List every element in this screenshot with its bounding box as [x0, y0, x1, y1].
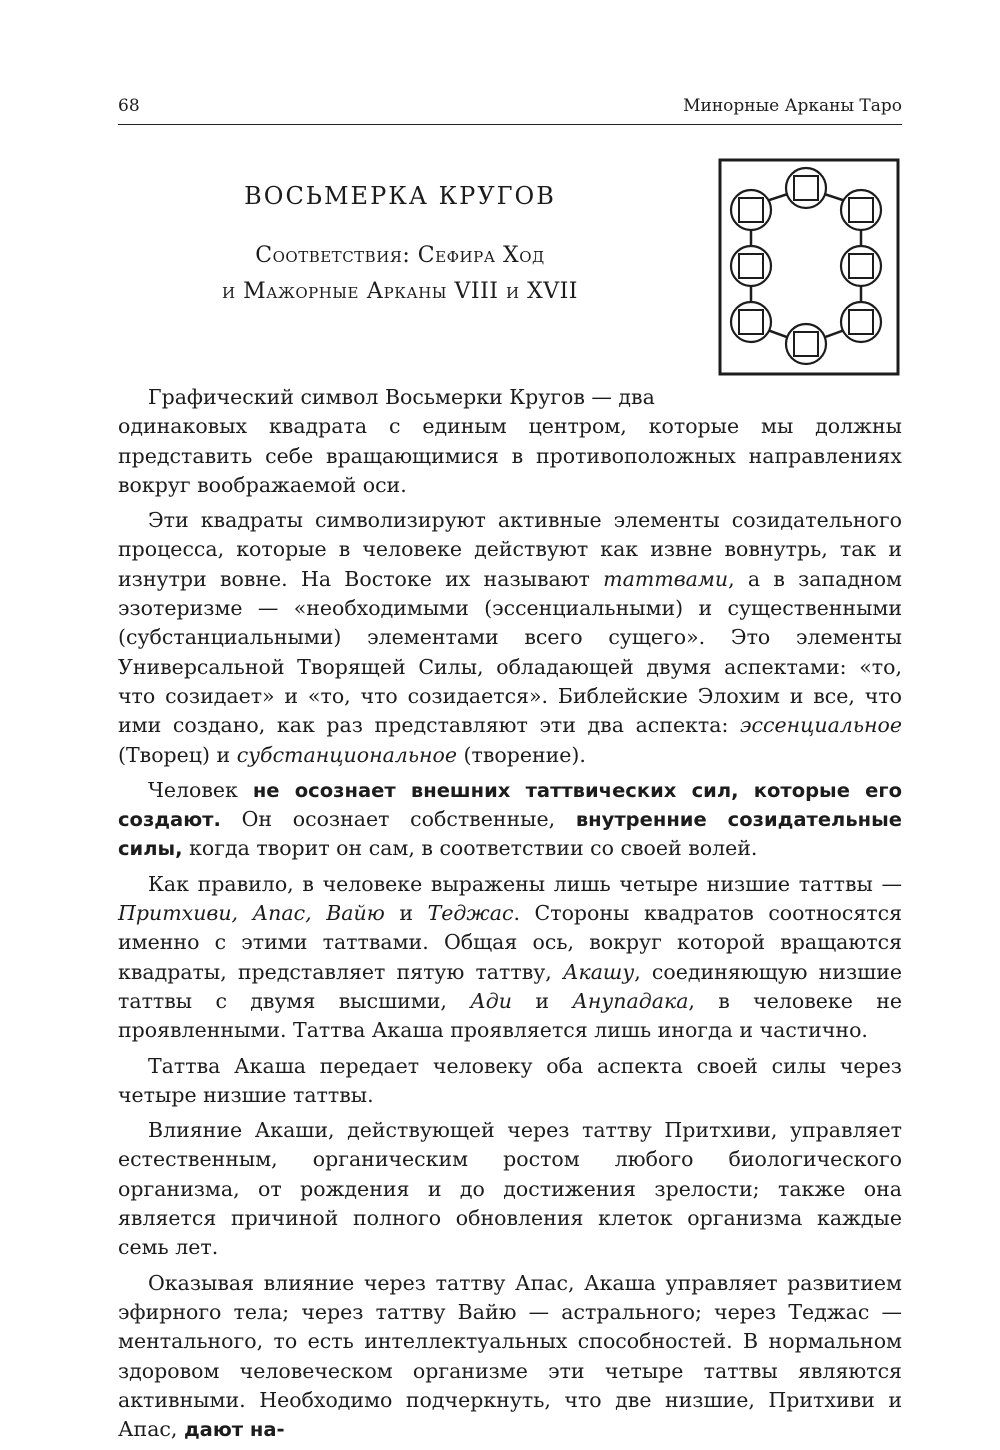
running-title: Минорные Арканы Таро — [683, 96, 902, 116]
paragraph-5: Таттва Акаша передает человеку оба аспекта своей силы через четыре низшие таттвы. — [118, 1053, 902, 1107]
paragraph-4: Как правило, в человеке выражены лишь четыре низшие таттвы — Притхиви, Апас, Вайю и Теджас. Стороны квадратов соотносятся именно с этими таттвами. Общая ось, вокруг которой вращаются квадраты, представляет пятую таттву, Акашу, соединяющую низшие таттвы с двумя высшими, Ади и Анупадака, в человеке не проявленными. Таттва Акаша проявляется лишь иногда и частично. — [118, 871, 903, 1043]
eight-circles-emblem-icon — [718, 158, 900, 376]
paragraph-2: Эти квадраты символизируют активные элементы созидательного процесса, которые в человеке действуют как извне вовнутрь, так и изнутри вовне. На Востоке их называют таттвами, а в западном эзотеризме — «необходимыми (эссенциальными) и существенными (субстанциальными) элементами всего сущего». Это элементы Универсальной Творящей Силы, обладающей двумя аспектами: «то, что созидает» и «то, что созидается». Библейские Элохим и все, что ими создано, как раз представляют эти два аспекта: эссенциальное (Творец) и субстанциональное (творение). — [118, 508, 902, 767]
paragraph-6: Влияние Акаши, действующей через таттву Притхиви, управляет естественным, органическим ростом любого биологического организма, от рождения и до достижения зрелости; также она является причиной полного обновления клеток организма каждые семь лет. — [118, 1118, 902, 1260]
chapter-subtitle-line1: Соответствия: Сефира Ход — [255, 243, 545, 268]
running-header — [118, 94, 902, 125]
paragraph-7: Оказывая влияние через таттву Апас, Акаша управляет развитием эфирного тела; через таттву Вайю — астрального; через Теджас — ментального, то есть интеллектуальных способностей. В нормальном здоровом человеческом организме эти четыре таттвы являются активными. Необходимо подчеркнуть, что две низшие, Притхиви и Апас, дают на- — [118, 1270, 902, 1442]
chapter-subtitle-line2: и Мажорные Арканы VIII и XVII — [222, 279, 578, 304]
page-number: 68 — [118, 96, 140, 116]
chapter-heading — [170, 182, 630, 310]
body-text — [118, 383, 902, 1450]
paragraph-3: Человек не осознает внешних таттвических сил, которые его создают. Он осознает собственные, внутренние созидательные силы, когда творит он сам, в соответствии со своей волей. — [118, 777, 902, 861]
chapter-title: ВОСЬМЕРКА КРУГОВ — [244, 182, 556, 210]
paragraph-1: Графический символ Восьмерки Кругов — два одинаковых квадрата с единым центром, которые мы должны представить себе вращающимися в противоположных направлениях вокруг воображаемой оси. — [118, 385, 902, 497]
